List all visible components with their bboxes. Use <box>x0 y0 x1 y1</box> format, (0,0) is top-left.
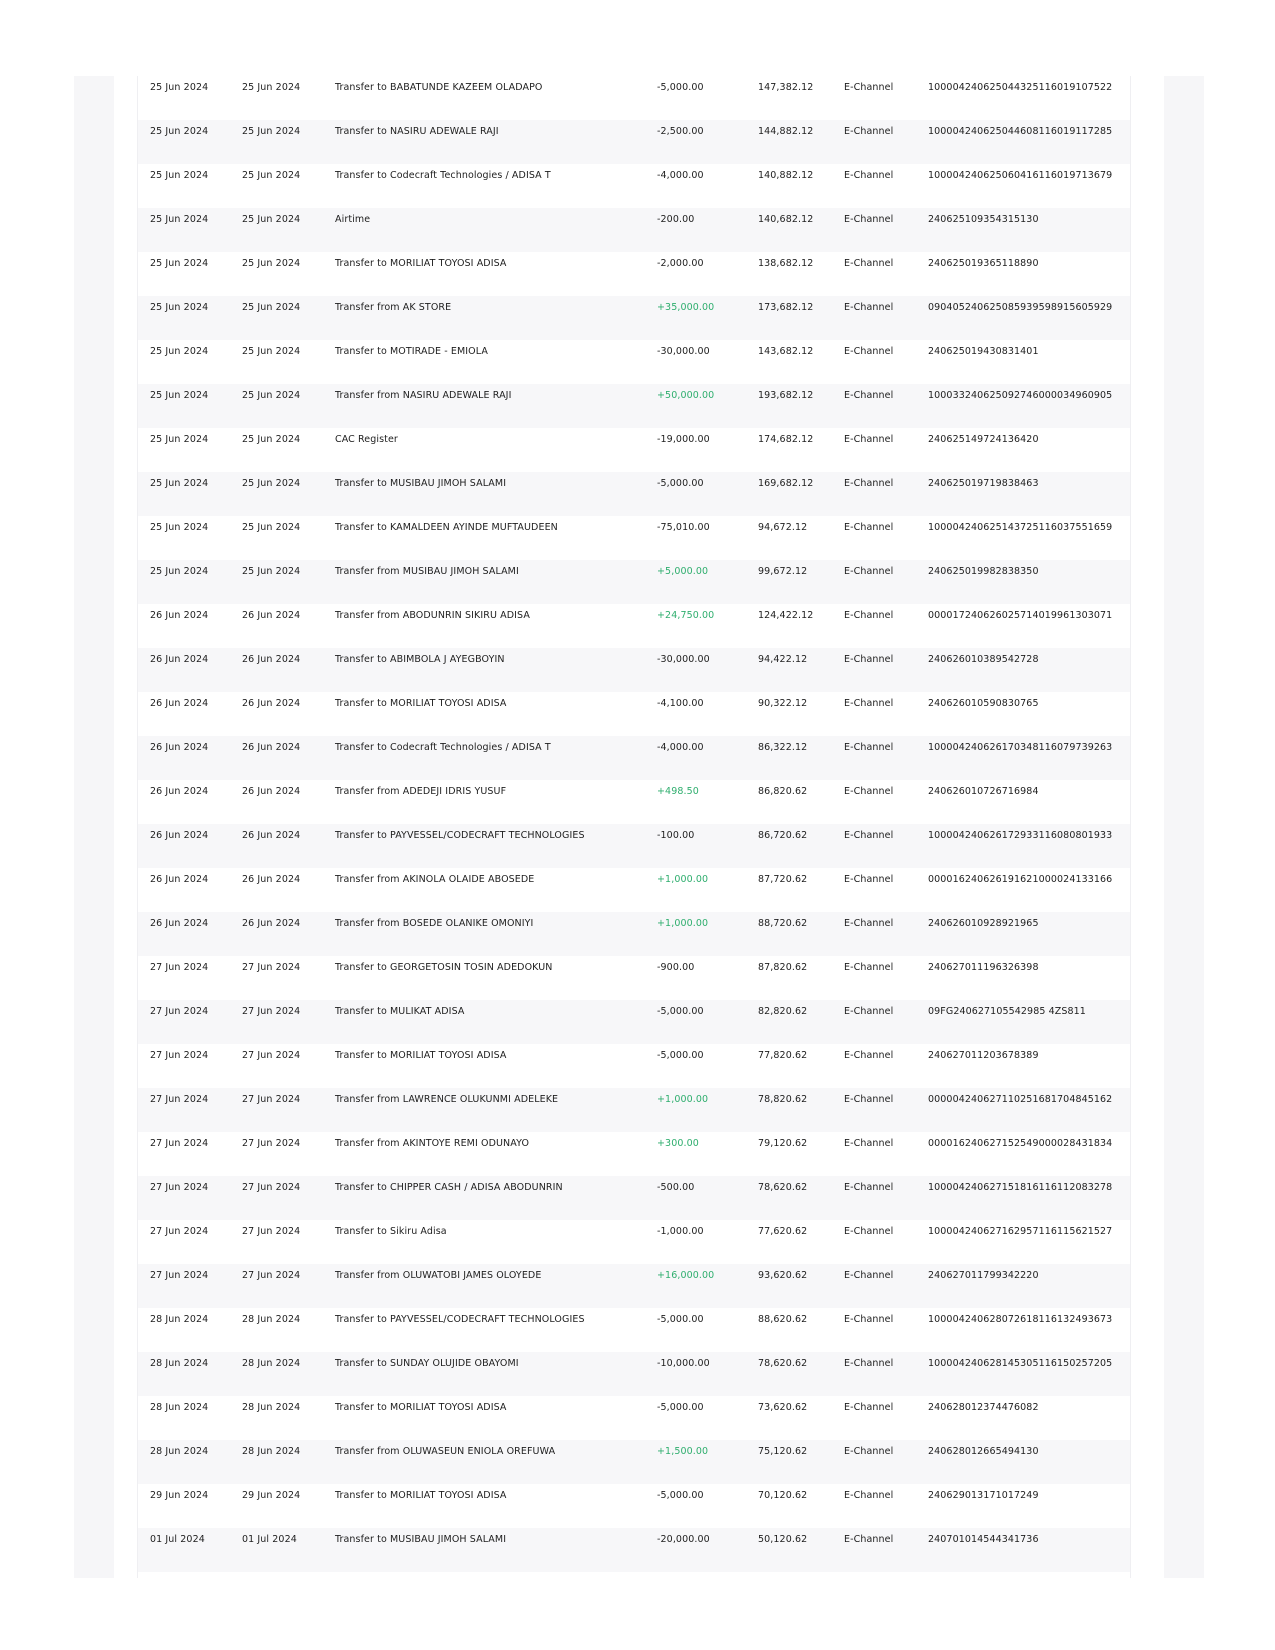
reference: 000017240626025714019961303071 <box>928 610 1113 621</box>
description: Transfer to Codecraft Technologies / ADISA T <box>335 742 551 753</box>
reference: 240627011196326398 <box>928 962 1039 973</box>
balance: 138,682.12 <box>758 258 814 269</box>
channel: E-Channel <box>844 1270 894 1281</box>
balance: 50,120.62 <box>758 1534 808 1545</box>
description: Transfer to MOTIRADE - EMIOLA <box>335 346 488 357</box>
balance: 86,720.62 <box>758 830 808 841</box>
balance: 124,422.12 <box>758 610 814 621</box>
description: Transfer to MUSIBAU JIMOH SALAMI <box>335 478 507 489</box>
amount: -5,000.00 <box>657 1402 704 1413</box>
value-date: 25 Jun 2024 <box>242 566 301 577</box>
description: Transfer from NASIRU ADEWALE RAJI <box>335 390 512 401</box>
value-date: 26 Jun 2024 <box>242 698 301 709</box>
channel: E-Channel <box>844 1094 894 1105</box>
transaction-date: 25 Jun 2024 <box>150 214 209 225</box>
channel: E-Channel <box>844 1226 894 1237</box>
balance: 90,322.12 <box>758 698 808 709</box>
table-row <box>138 384 1130 428</box>
table-row <box>138 868 1130 912</box>
balance: 78,620.62 <box>758 1182 808 1193</box>
channel: E-Channel <box>844 698 894 709</box>
table-row <box>138 76 1130 120</box>
description: Transfer from AKINTOYE REMI ODUNAYO <box>335 1138 530 1149</box>
amount: -10,000.00 <box>657 1358 710 1369</box>
transaction-date: 27 Jun 2024 <box>150 1226 209 1237</box>
balance: 87,720.62 <box>758 874 808 885</box>
reference: 240627011799342220 <box>928 1270 1039 1281</box>
transaction-date: 26 Jun 2024 <box>150 610 209 621</box>
transaction-date: 27 Jun 2024 <box>150 1006 209 1017</box>
channel: E-Channel <box>844 170 894 181</box>
amount: -4,000.00 <box>657 170 704 181</box>
amount: -75,010.00 <box>657 522 710 533</box>
reference: 240625019365118890 <box>928 258 1039 269</box>
balance: 77,620.62 <box>758 1226 808 1237</box>
description: Transfer to CHIPPER CASH / ADISA ABODUNRIN <box>335 1182 563 1193</box>
table-row <box>138 1484 1130 1528</box>
balance: 82,820.62 <box>758 1006 808 1017</box>
transaction-date: 27 Jun 2024 <box>150 1182 209 1193</box>
channel: E-Channel <box>844 1358 894 1369</box>
reference: 000016240627152549000028431834 <box>928 1138 1113 1149</box>
balance: 174,682.12 <box>758 434 814 445</box>
table-row <box>138 692 1130 736</box>
reference: 100033240625092746000034960905 <box>928 390 1113 401</box>
table-row <box>138 340 1130 384</box>
transaction-date: 26 Jun 2024 <box>150 918 209 929</box>
description: Transfer to MORILIAT TOYOSI ADISA <box>335 258 507 269</box>
balance: 88,720.62 <box>758 918 808 929</box>
description: Transfer from AKINOLA OLAIDE ABOSEDE <box>335 874 535 885</box>
transaction-date: 25 Jun 2024 <box>150 434 209 445</box>
value-date: 26 Jun 2024 <box>242 654 301 665</box>
description: Transfer to Codecraft Technologies / ADISA T <box>335 170 551 181</box>
balance: 94,422.12 <box>758 654 808 665</box>
balance: 193,682.12 <box>758 390 814 401</box>
balance: 86,322.12 <box>758 742 808 753</box>
value-date: 25 Jun 2024 <box>242 82 301 93</box>
reference: 100004240628072618116132493673 <box>928 1314 1113 1325</box>
reference: 240626010590830765 <box>928 698 1039 709</box>
reference: 240701014544341736 <box>928 1534 1039 1545</box>
value-date: 25 Jun 2024 <box>242 346 301 357</box>
amount: -5,000.00 <box>657 1314 704 1325</box>
amount: -1,000.00 <box>657 1226 704 1237</box>
value-date: 25 Jun 2024 <box>242 390 301 401</box>
amount: +1,500.00 <box>657 1446 709 1457</box>
balance: 99,672.12 <box>758 566 808 577</box>
amount: +300.00 <box>657 1138 699 1149</box>
table-row <box>138 516 1130 560</box>
channel: E-Channel <box>844 1006 894 1017</box>
reference: 240625019982838350 <box>928 566 1039 577</box>
description: Transfer to MUSIBAU JIMOH SALAMI <box>335 1534 507 1545</box>
transaction-date: 25 Jun 2024 <box>150 390 209 401</box>
amount: -5,000.00 <box>657 1490 704 1501</box>
description: Transfer to MORILIAT TOYOSI ADISA <box>335 1402 507 1413</box>
channel: E-Channel <box>844 478 894 489</box>
description: Transfer from MUSIBAU JIMOH SALAMI <box>335 566 519 577</box>
value-date: 26 Jun 2024 <box>242 742 301 753</box>
value-date: 27 Jun 2024 <box>242 1270 301 1281</box>
channel: E-Channel <box>844 434 894 445</box>
value-date: 28 Jun 2024 <box>242 1358 301 1369</box>
transaction-date: 26 Jun 2024 <box>150 874 209 885</box>
channel: E-Channel <box>844 522 894 533</box>
transaction-date: 25 Jun 2024 <box>150 258 209 269</box>
table-row <box>138 1220 1130 1264</box>
value-date: 27 Jun 2024 <box>242 1094 301 1105</box>
transaction-date: 25 Jun 2024 <box>150 82 209 93</box>
channel: E-Channel <box>844 610 894 621</box>
description: Transfer to PAYVESSEL/CODECRAFT TECHNOLOGIES <box>335 830 585 841</box>
value-date: 25 Jun 2024 <box>242 214 301 225</box>
balance: 77,820.62 <box>758 1050 808 1061</box>
reference: 100004240625060416116019713679 <box>928 170 1113 181</box>
balance: 88,620.62 <box>758 1314 808 1325</box>
channel: E-Channel <box>844 82 894 93</box>
transaction-table <box>138 76 1130 1572</box>
transaction-date: 26 Jun 2024 <box>150 654 209 665</box>
balance: 144,882.12 <box>758 126 814 137</box>
description: Transfer to MORILIAT TOYOSI ADISA <box>335 698 507 709</box>
reference: 000016240626191621000024133166 <box>928 874 1113 885</box>
description: Transfer to MULIKAT ADISA <box>335 1006 465 1017</box>
amount: +16,000.00 <box>657 1270 715 1281</box>
reference: 240626010726716984 <box>928 786 1039 797</box>
reference: 240625019719838463 <box>928 478 1039 489</box>
description: Transfer from OLUWATOBI JAMES OLOYEDE <box>335 1270 542 1281</box>
value-date: 25 Jun 2024 <box>242 478 301 489</box>
table-row <box>138 1396 1130 1440</box>
channel: E-Channel <box>844 1490 894 1501</box>
channel: E-Channel <box>844 258 894 269</box>
table-row <box>138 956 1130 1000</box>
transaction-date: 27 Jun 2024 <box>150 1270 209 1281</box>
channel: E-Channel <box>844 1050 894 1061</box>
reference: 240628012665494130 <box>928 1446 1039 1457</box>
amount: -5,000.00 <box>657 1050 704 1061</box>
balance: 75,120.62 <box>758 1446 808 1457</box>
amount: -20,000.00 <box>657 1534 710 1545</box>
balance: 143,682.12 <box>758 346 814 357</box>
channel: E-Channel <box>844 1314 894 1325</box>
table-row <box>138 296 1130 340</box>
amount: -500.00 <box>657 1182 695 1193</box>
reference: 240626010389542728 <box>928 654 1039 665</box>
channel: E-Channel <box>844 302 894 313</box>
transaction-date: 29 Jun 2024 <box>150 1490 209 1501</box>
description: Transfer from LAWRENCE OLUKUNMI ADELEKE <box>335 1094 559 1105</box>
amount: +24,750.00 <box>657 610 715 621</box>
description: Transfer from ADEDEJI IDRIS YUSUF <box>335 786 507 797</box>
transaction-date: 26 Jun 2024 <box>150 742 209 753</box>
description: Transfer to MORILIAT TOYOSI ADISA <box>335 1050 507 1061</box>
amount: -2,000.00 <box>657 258 704 269</box>
reference: 240625019430831401 <box>928 346 1039 357</box>
balance: 147,382.12 <box>758 82 814 93</box>
description: Airtime <box>335 214 371 225</box>
channel: E-Channel <box>844 742 894 753</box>
balance: 79,120.62 <box>758 1138 808 1149</box>
balance: 94,672.12 <box>758 522 808 533</box>
reference: 100004240626170348116079739263 <box>928 742 1113 753</box>
transaction-date: 28 Jun 2024 <box>150 1446 209 1457</box>
balance: 86,820.62 <box>758 786 808 797</box>
transaction-date: 25 Jun 2024 <box>150 566 209 577</box>
value-date: 26 Jun 2024 <box>242 830 301 841</box>
transaction-date: 01 Jul 2024 <box>150 1534 205 1545</box>
value-date: 25 Jun 2024 <box>242 258 301 269</box>
table-row <box>138 648 1130 692</box>
transaction-date: 27 Jun 2024 <box>150 1094 209 1105</box>
value-date: 26 Jun 2024 <box>242 786 301 797</box>
table-row <box>138 1176 1130 1220</box>
reference: 240625109354315130 <box>928 214 1039 225</box>
channel: E-Channel <box>844 1402 894 1413</box>
amount: -5,000.00 <box>657 1006 704 1017</box>
amount: -100.00 <box>657 830 695 841</box>
description: Transfer from BOSEDE OLANIKE OMONIYI <box>335 918 534 929</box>
balance: 78,620.62 <box>758 1358 808 1369</box>
transaction-date: 25 Jun 2024 <box>150 478 209 489</box>
amount: +1,000.00 <box>657 874 709 885</box>
value-date: 25 Jun 2024 <box>242 434 301 445</box>
statement-page <box>137 76 1131 1578</box>
description: Transfer to ABIMBOLA J AYEGBOYIN <box>335 654 505 665</box>
transaction-date: 25 Jun 2024 <box>150 522 209 533</box>
table-row <box>138 1088 1130 1132</box>
channel: E-Channel <box>844 962 894 973</box>
table-row <box>138 1528 1130 1572</box>
channel: E-Channel <box>844 874 894 885</box>
reference: 100004240627162957116115621527 <box>928 1226 1113 1237</box>
channel: E-Channel <box>844 1138 894 1149</box>
description: Transfer to GEORGETOSIN TOSIN ADEDOKUN <box>335 962 553 973</box>
transaction-date: 28 Jun 2024 <box>150 1402 209 1413</box>
table-row <box>138 912 1130 956</box>
balance: 173,682.12 <box>758 302 814 313</box>
description: Transfer to NASIRU ADEWALE RAJI <box>335 126 499 137</box>
amount: +35,000.00 <box>657 302 715 313</box>
description: Transfer to Sikiru Adisa <box>335 1226 447 1237</box>
balance: 169,682.12 <box>758 478 814 489</box>
table-row <box>138 824 1130 868</box>
value-date: 27 Jun 2024 <box>242 1050 301 1061</box>
amount: +498.50 <box>657 786 699 797</box>
amount: +5,000.00 <box>657 566 709 577</box>
balance: 87,820.62 <box>758 962 808 973</box>
transaction-date: 25 Jun 2024 <box>150 346 209 357</box>
left-margin-band <box>74 76 114 1578</box>
channel: E-Channel <box>844 346 894 357</box>
value-date: 26 Jun 2024 <box>242 610 301 621</box>
amount: -2,500.00 <box>657 126 704 137</box>
reference: 240627011203678389 <box>928 1050 1039 1061</box>
table-row <box>138 120 1130 164</box>
channel: E-Channel <box>844 214 894 225</box>
channel: E-Channel <box>844 830 894 841</box>
channel: E-Channel <box>844 1182 894 1193</box>
table-row <box>138 604 1130 648</box>
value-date: 27 Jun 2024 <box>242 1006 301 1017</box>
value-date: 25 Jun 2024 <box>242 126 301 137</box>
value-date: 29 Jun 2024 <box>242 1490 301 1501</box>
reference: 240626010928921965 <box>928 918 1039 929</box>
transaction-date: 27 Jun 2024 <box>150 1138 209 1149</box>
table-row <box>138 1132 1130 1176</box>
value-date: 27 Jun 2024 <box>242 962 301 973</box>
table-row <box>138 780 1130 824</box>
value-date: 28 Jun 2024 <box>242 1402 301 1413</box>
table-row <box>138 164 1130 208</box>
description: Transfer from ABODUNRIN SIKIRU ADISA <box>335 610 530 621</box>
channel: E-Channel <box>844 1446 894 1457</box>
description: Transfer from AK STORE <box>335 302 452 313</box>
reference: 09FG240627105542985 4ZS811 <box>928 1006 1086 1017</box>
description: Transfer to PAYVESSEL/CODECRAFT TECHNOLOGIES <box>335 1314 585 1325</box>
transaction-date: 26 Jun 2024 <box>150 698 209 709</box>
transaction-date: 26 Jun 2024 <box>150 830 209 841</box>
transaction-date: 28 Jun 2024 <box>150 1358 209 1369</box>
channel: E-Channel <box>844 786 894 797</box>
reference: 100004240625044325116019107522 <box>928 82 1113 93</box>
reference: 100004240626172933116080801933 <box>928 830 1113 841</box>
amount: -30,000.00 <box>657 654 710 665</box>
amount: -900.00 <box>657 962 695 973</box>
value-date: 27 Jun 2024 <box>242 1226 301 1237</box>
transaction-date: 26 Jun 2024 <box>150 786 209 797</box>
right-margin-band <box>1164 76 1204 1578</box>
value-date: 27 Jun 2024 <box>242 1182 301 1193</box>
amount: +50,000.00 <box>657 390 715 401</box>
description: Transfer to KAMALDEEN AYINDE MUFTAUDEEN <box>335 522 558 533</box>
value-date: 26 Jun 2024 <box>242 874 301 885</box>
value-date: 01 Jul 2024 <box>242 1534 297 1545</box>
value-date: 28 Jun 2024 <box>242 1446 301 1457</box>
channel: E-Channel <box>844 918 894 929</box>
amount: -30,000.00 <box>657 346 710 357</box>
reference: 240625149724136420 <box>928 434 1039 445</box>
reference: 100004240628145305116150257205 <box>928 1358 1113 1369</box>
channel: E-Channel <box>844 126 894 137</box>
amount: -5,000.00 <box>657 82 704 93</box>
transaction-date: 25 Jun 2024 <box>150 170 209 181</box>
transaction-date: 25 Jun 2024 <box>150 126 209 137</box>
channel: E-Channel <box>844 1534 894 1545</box>
description: CAC Register <box>335 434 398 445</box>
balance: 140,882.12 <box>758 170 814 181</box>
amount: -4,000.00 <box>657 742 704 753</box>
table-row <box>138 472 1130 516</box>
transaction-date: 27 Jun 2024 <box>150 962 209 973</box>
value-date: 25 Jun 2024 <box>242 302 301 313</box>
value-date: 25 Jun 2024 <box>242 522 301 533</box>
reference: 100004240625143725116037551659 <box>928 522 1113 533</box>
description: Transfer to MORILIAT TOYOSI ADISA <box>335 1490 507 1501</box>
value-date: 27 Jun 2024 <box>242 1138 301 1149</box>
table-row <box>138 1000 1130 1044</box>
table-row <box>138 252 1130 296</box>
balance: 78,820.62 <box>758 1094 808 1105</box>
reference: 100004240627151816116112083278 <box>928 1182 1113 1193</box>
reference: 000004240627110251681704845162 <box>928 1094 1113 1105</box>
reference: 090405240625085939598915605929 <box>928 302 1113 313</box>
table-row <box>138 1264 1130 1308</box>
table-row <box>138 736 1130 780</box>
balance: 70,120.62 <box>758 1490 808 1501</box>
transaction-date: 27 Jun 2024 <box>150 1050 209 1061</box>
amount: -5,000.00 <box>657 478 704 489</box>
table-row <box>138 1352 1130 1396</box>
amount: +1,000.00 <box>657 918 709 929</box>
reference: 100004240625044608116019117285 <box>928 126 1113 137</box>
amount: -200.00 <box>657 214 695 225</box>
description: Transfer to SUNDAY OLUJIDE OBAYOMI <box>335 1358 519 1369</box>
channel: E-Channel <box>844 390 894 401</box>
transaction-date: 28 Jun 2024 <box>150 1314 209 1325</box>
channel: E-Channel <box>844 566 894 577</box>
balance: 73,620.62 <box>758 1402 808 1413</box>
amount: -19,000.00 <box>657 434 710 445</box>
table-row <box>138 560 1130 604</box>
value-date: 28 Jun 2024 <box>242 1314 301 1325</box>
table-row <box>138 1440 1130 1484</box>
balance: 140,682.12 <box>758 214 814 225</box>
transaction-date: 25 Jun 2024 <box>150 302 209 313</box>
table-row <box>138 208 1130 252</box>
value-date: 25 Jun 2024 <box>242 170 301 181</box>
table-row <box>138 428 1130 472</box>
balance: 93,620.62 <box>758 1270 808 1281</box>
amount: -4,100.00 <box>657 698 704 709</box>
value-date: 26 Jun 2024 <box>242 918 301 929</box>
channel: E-Channel <box>844 654 894 665</box>
table-row <box>138 1044 1130 1088</box>
amount: +1,000.00 <box>657 1094 709 1105</box>
table-row <box>138 1308 1130 1352</box>
description: Transfer from OLUWASEUN ENIOLA OREFUWA <box>335 1446 556 1457</box>
description: Transfer to BABATUNDE KAZEEM OLADAPO <box>335 82 543 93</box>
reference: 240629013171017249 <box>928 1490 1039 1501</box>
reference: 240628012374476082 <box>928 1402 1039 1413</box>
